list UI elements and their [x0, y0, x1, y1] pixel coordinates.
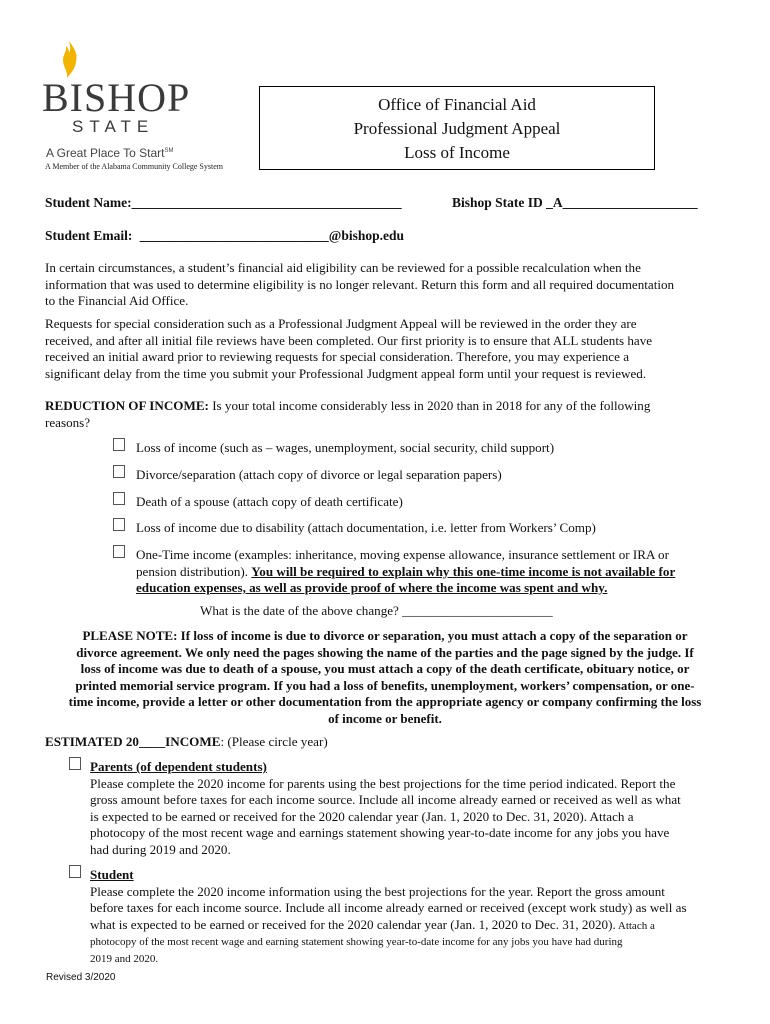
option-divorce-separation: Divorce/separation (attach copy of divorce or legal separation papers): [136, 467, 502, 482]
option-one-time-income: [136, 547, 726, 597]
student-line: Attach a: [615, 919, 655, 932]
one-time-warning: You will be required to explain why this one-time income is not available for: [251, 563, 676, 579]
option-death-of-spouse: Death of a spouse (attach copy of death certificate): [136, 494, 403, 509]
intro-p2-line: Requests for special consideration such as a Professional Judgment Appeal will be reviewed in the order they are: [45, 316, 637, 331]
intro-paragraph-1: [45, 260, 725, 310]
logo-tagline: A Great Place To Start℠: [46, 146, 174, 160]
student-line: what is expected to be earned or received for the 2020 calendar year (Jan. 1, 2020 to Dec. 31, 2020).: [90, 916, 616, 932]
intro-p1-line: information that was used to determine eligibility is no longer relevant. Return this form and all required documentation: [45, 276, 675, 292]
student-email-blank[interactable]: ____________________________: [139, 228, 329, 243]
checkbox-disability[interactable]: [113, 518, 125, 531]
intro-p2-line: significant delay from the time you submit your Professional Judgment appeal form until your request is reviewed.: [45, 365, 647, 381]
date-of-change-field[interactable]: What is the date of the above change? _______________________: [200, 603, 553, 618]
student-section: [90, 867, 730, 967]
estimated-label: INCOME: [165, 734, 221, 749]
student-name-label: Student Name:: [45, 195, 132, 210]
note-line: PLEASE NOTE: If loss of income is due to divorce or separation, you must attach a copy of the separation or: [82, 628, 688, 643]
parents-line: Please complete the 2020 income for parents using the best projections for the time period indicated. Report the: [90, 775, 676, 791]
student-email-label: Student Email:: [45, 228, 133, 243]
flame-logo-icon: [58, 40, 80, 80]
logo-state-text: STATE: [72, 117, 155, 136]
note-line: divorce agreement. We only need the pages showing the name of the parties and the page signed by the judge. If: [76, 644, 694, 660]
reduction-heading: REDUCTION OF INCOME:: [45, 398, 209, 413]
student-name-blank[interactable]: ________________________________________: [131, 195, 402, 210]
please-note: [40, 628, 730, 727]
student-email-field[interactable]: [45, 228, 404, 244]
option-loss-of-income: Loss of income (such as – wages, unemployment, social security, child support): [136, 440, 555, 455]
note-line: loss of income was due to death of a spouse, you must attach a copy of the death certificate, obituary notice, or: [80, 661, 690, 676]
note-line: of income or benefit.: [328, 710, 442, 726]
bishop-id-field[interactable]: [452, 195, 698, 211]
reduction-question: [45, 398, 725, 431]
reduction-question-text: Is your total income considerably less in 2020 than in 2018 for any of the following: [208, 398, 651, 413]
intro-p2-line: received an initial award prior to reviewing requests for special consideration. Therefore, you may experience a: [45, 349, 630, 364]
student-name-field[interactable]: [45, 195, 402, 211]
note-line: printed memorial service program. If you had a loss of benefits, unemployment, workers’ compensation, or one-: [75, 677, 695, 693]
parents-line: had during 2019 and 2020.: [90, 841, 231, 857]
revision-date: Revised 3/2020: [46, 972, 116, 983]
parents-heading: Parents (of dependent students): [90, 759, 267, 774]
intro-p1-line: In certain circumstances, a student’s financial aid eligibility can be reviewed for a possible recalculation when the: [45, 260, 641, 275]
checkbox-one-time-income[interactable]: [113, 545, 125, 558]
intro-p2-line: received, and after all initial file reviews have been completed. Our first priority is to ensure that ALL students have: [45, 332, 653, 348]
title-line-2: Professional Judgment Appeal: [353, 119, 561, 138]
student-line: Please complete the 2020 income information using the best projections for the year. Report the gross amount: [90, 883, 665, 899]
checkbox-loss-of-income[interactable]: [113, 438, 125, 451]
checkbox-student[interactable]: [69, 865, 81, 878]
option-disability: Loss of income due to disability (attach documentation, i.e. letter from Workers’ Comp): [136, 520, 596, 535]
member-statement: A Member of the Alabama Community College System: [45, 162, 223, 171]
student-line: photocopy of the most recent wage and earning statement showing year-to-date income for any jobs you have had during: [90, 936, 623, 948]
parents-section: [90, 759, 730, 858]
student-line: 2019 and 2020.: [90, 952, 159, 965]
year-blank[interactable]: ____: [138, 734, 166, 749]
one-time-warning: education expenses, as well as provide proof of where the income was spent and why.: [136, 580, 608, 595]
logo-wordmark: BISHOP: [42, 75, 191, 120]
parents-line: gross amount before taxes for each income source. Include all income already earned or received as well as what: [90, 792, 681, 807]
one-time-line: One-Time income (examples: inheritance, moving expense allowance, insurance settlement or IRA or: [136, 547, 669, 562]
estimated-label: ESTIMATED 20: [45, 734, 139, 749]
title-line-1: Office of Financial Aid: [378, 95, 536, 114]
student-heading: Student: [90, 867, 134, 882]
one-time-line: pension distribution).: [136, 563, 252, 579]
bishop-id-label: Bishop State ID _A: [452, 195, 563, 210]
reduction-question-text: reasons?: [45, 414, 91, 430]
parents-line: is expected to be earned or received for the 2020 calendar year (Jan. 1, 2020 to Dec. 31, 2020). Attach a: [90, 808, 634, 824]
checkbox-parents[interactable]: [69, 757, 81, 770]
form-title-box: [259, 86, 655, 170]
intro-p1-line: to the Financial Aid Office.: [45, 293, 189, 308]
estimated-income-heading: [45, 734, 328, 750]
parents-line: photocopy of the most recent wage and earnings statement showing year-to-date income for any jobs you have: [90, 825, 670, 840]
email-domain: @bishop.edu: [328, 228, 404, 243]
student-line: before taxes for each income source. Include all income already earned or received (except work study) as well as: [90, 900, 687, 915]
estimated-instruction: : (Please circle year): [220, 734, 328, 749]
bishop-id-blank[interactable]: ____________________: [562, 195, 698, 210]
note-line: time income, provide a letter or other documentation from the appropriate agency or company confirming the loss: [68, 694, 702, 709]
intro-paragraph-2: [45, 316, 725, 382]
checkbox-divorce-separation[interactable]: [113, 465, 125, 478]
checkbox-death-of-spouse[interactable]: [113, 492, 125, 505]
title-line-3: Loss of Income: [404, 143, 510, 162]
